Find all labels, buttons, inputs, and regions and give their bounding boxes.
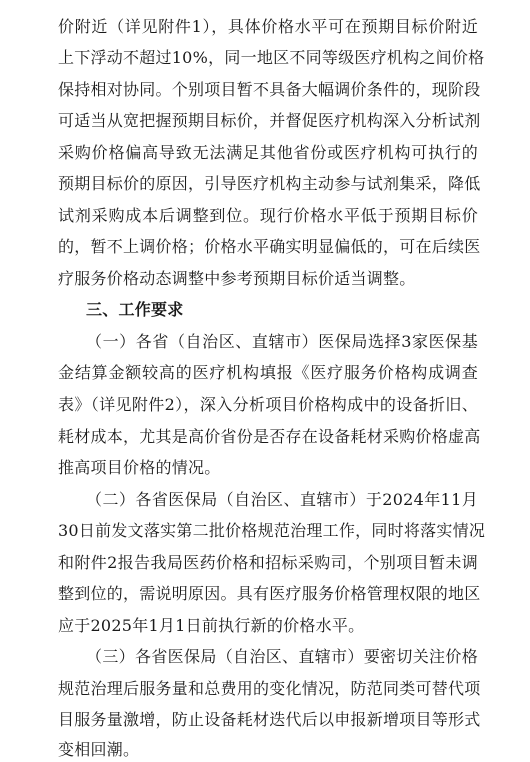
body-text-line: 可适当从宽把握预期目标价，并督促医疗机构深入分析试剂 (58, 111, 481, 130)
body-text-line: 采购价格偏高导致无法满足其他省份或医疗机构可执行的 (58, 143, 478, 162)
body-text-line: 预期目标价的原因，引导医疗机构主动参与试剂集采，降低 (58, 174, 481, 193)
body-text-line: 规范治理后服务量和总费用的变化情况，防范同类可替代项 (58, 679, 481, 698)
body-text-line: 疗服务价格动态调整中参考预期目标价适当调整。 (58, 269, 416, 288)
body-text-line: 推高项目价格的情况。 (58, 458, 221, 477)
body-text-line: 金结算金额较高的医疗机构填报《医疗服务价格构成调查 (58, 363, 478, 382)
body-text-line: 保持相对协同。个别项目暂不具备大幅调价条件的，现阶段 (58, 80, 481, 99)
body-text-line: 价附近（详见附件1），具体价格水平可在预期目标价附近 (58, 17, 478, 36)
paragraph-line: （一）各省（自治区、直辖市）医保局选择3家医保基 (86, 332, 478, 351)
body-text-line: 整到位的，需说明原因。具有医疗服务价格管理权限的地区 (58, 584, 481, 603)
paragraph-line: （二）各省医保局（自治区、直辖市）于2024年11月 (86, 490, 478, 509)
body-text-line: 目服务量激增，防止设备耗材迭代后以申报新增项目等形式 (58, 710, 481, 729)
body-text-line: 耗材成本，尤其是高价省份是否存在设备耗材采购价格虚高 (58, 427, 481, 446)
body-text-line: 30日前发文落实第二批价格规范治理工作，同时将落实情况 (58, 521, 486, 540)
body-text-line: 和附件2报告我局医药价格和招标采购司，个别项目暂未调 (58, 553, 478, 572)
body-text-line: 试剂采购成本后调整到位。现行价格水平低于预期目标价 (58, 206, 478, 225)
section-heading: 三、工作要求 (86, 300, 184, 319)
body-text-line: 上下浮动不超过10%，同一地区不同等级医疗机构之间价格 (58, 48, 485, 67)
body-text-line: 的，暂不上调价格；价格水平确实明显偏低的，可在后续医 (58, 237, 481, 256)
paragraph-line: （三）各省医保局（自治区、直辖市）要密切关注价格 (86, 647, 478, 666)
body-text-line: 表》（详见附件2），深入分析项目价格构成中的设备折旧、 (58, 395, 478, 414)
body-text-line: 变相回潮。 (58, 740, 140, 759)
body-text-line: 应于2025年1月1日前执行新的价格水平。 (58, 616, 365, 635)
